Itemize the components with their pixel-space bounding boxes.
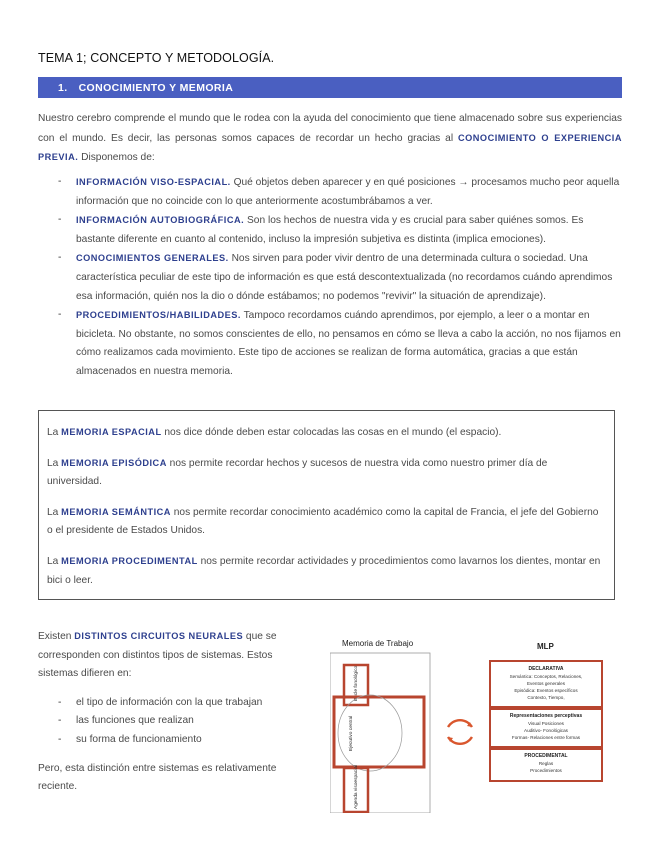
item-text: las funciones que realizan [76,715,194,727]
circuits-section [38,627,300,797]
memory-diagram [330,633,620,813]
proc-line: Procedimientos [530,768,562,773]
page-title: TEMA 1; CONCEPTO Y METODOLOGÍA. [38,51,275,65]
wm-title: Memoria de Trabajo [342,639,414,648]
proc-line: Reglas [538,761,554,766]
circuits-keyword: DISTINTOS CIRCUITOS NEURALES [74,631,244,641]
memory-paragraph [47,503,604,541]
bullet-dash: - [58,176,62,187]
bullet-dash: - [58,214,62,226]
knowledge-list [38,173,622,382]
memory-paragraph [47,423,604,443]
section-header [38,77,622,98]
memory-pre: La [47,457,62,469]
circuits-paragraph [38,627,300,684]
rep-line: Auditivo- Fonológicas [524,728,568,733]
declarativa-line: Episódica: Eventos específicos [514,688,578,693]
rep-line: Visual Posiciones [528,721,564,726]
agenda-label: Agenda visoespacial [354,764,359,809]
bullet-dash: - [58,733,62,745]
mlp-title: MLP [537,642,554,651]
memory-keyword: MEMORIA SEMÁNTICA [61,506,171,517]
memory-paragraph [47,454,604,492]
memory-text: nos permite recordar hechos y sucesos de nuestra vida como nuestro primer día de universidad. [47,457,548,488]
differences-list [38,694,300,750]
bucle-label: Bucle fonológico [354,665,359,701]
item-text: Tampoco recordamos cuándo aprendimos, por ejemplo, a leer o a montar en bicicleta. No obstante, no somos conscientes de ello, no pensamos en cómo se lleva a cabo la acción, no nos fijamos en cómo realizamos cada movimiento. Este tipo de acciones se realizan de forma automática, gracias a que están almacenados en nuestra memoria. [76,310,621,377]
list-item [38,731,300,750]
bullet-dash: - [58,309,62,321]
item-keyword: PROCEDIMIENTOS/HABILIDADES. [76,310,241,321]
list-item [38,712,300,731]
ejecutivo-label: Ejecutivo central [349,715,354,751]
memory-paragraph [47,552,604,590]
item-keyword: INFORMACIÓN VISO-ESPACIAL. [76,177,231,187]
list-item [38,306,622,381]
intro-text: Nuestro cerebro comprende el mundo que le rodea con la ayuda del conocimiento que tiene almacenado sobre sus experiencias con el mundo. Es decir, las personas somos capaces de recordar un hecho gracias al [38,113,622,144]
bullet-dash: - [58,252,62,264]
list-item [38,173,622,211]
intro-keyword: CONOCIMIENTO O EXPERIENCIA PREVIA. [38,132,622,163]
declarativa-line: Semántica: Conceptos, Relaciones, [509,674,583,679]
list-item [38,694,300,713]
memory-text: nos permite recordar conocimiento académico como la capital de Francia, el jefe del Gobierno o el presidente de Estados Unidos. [47,506,599,537]
memory-keyword: MEMORIA PROCEDIMENTAL [61,555,198,566]
memory-types-box [38,410,615,600]
item-text: Qué objetos deben aparecer y en qué posiciones → procesamos mucho peor aquella información que no coincide con lo que anteriormente acostumbrábamos a ver. [76,177,620,207]
item-keyword: INFORMACIÓN AUTOBIOGRÁFICA. [76,215,245,226]
memory-pre: La [47,506,62,518]
proc-title: PROCEDIMENTAL [524,753,568,759]
intro-text-end: Disponemos de: [78,152,155,164]
declarativa-line: Contexto, Tiempo, [527,695,565,700]
closing-paragraph: Pero, esta distinción entre sistemas es relativamente reciente. [38,762,277,793]
section-label: CONOCIMIENTO Y MEMORIA [78,81,234,94]
memory-text: nos permite recordar actividades y procedimientos como lavarnos los dientes, montar en bici o leer. [47,555,601,586]
item-text: el tipo de información con la que trabajan [76,696,263,708]
memory-keyword: MEMORIA EPISÓDICA [61,457,167,468]
memory-text: nos dice dónde deben estar colocadas las cosas en el mundo (el espacio). [161,427,502,438]
bullet-dash: - [58,715,62,727]
section-number: 1. [58,81,68,94]
memory-pre: La [47,555,62,567]
item-text: Nos sirven para poder vivir dentro de una determinada cultura o sociedad. Una característica peculiar de este tipo de información es que está descontextualizada (no recordamos cuándo aprendimos esa información, quién nos la dio o dónde estábamos; no podemos "revivir" la situación de aprendizaje). [76,253,613,302]
item-text: su forma de funcionamiento [76,733,202,745]
bullet-dash: - [58,696,62,708]
list-item [38,211,622,249]
ejecutivo-ellipse [338,695,402,771]
intro-paragraph [38,110,622,168]
declarativa-title: DECLARATIVA [528,666,564,672]
rep-title: Representaciones perceptivas [509,713,583,719]
list-item [38,249,622,306]
circuits-text: que se corresponden con distintos tipos de sistemas. Estos sistemas difieren en: [38,631,277,680]
memory-keyword: MEMORIA ESPACIAL [61,427,162,437]
ejecutivo-box [334,697,424,767]
rep-line: Formas- Relaciones entre formas [511,735,581,740]
circuits-pre: Existen [38,631,75,642]
item-keyword: CONOCIMIENTOS GENERALES. [76,253,229,264]
memory-pre: La [47,427,62,438]
item-text: Son los hechos de nuestra vida y es crucial para saber quiénes somos. Es bastante diferente en cuanto al contenido, incluso la impresión subjetiva es distinta (implica emociones). [76,215,584,245]
declarativa-line: Eventos generales [526,681,566,686]
